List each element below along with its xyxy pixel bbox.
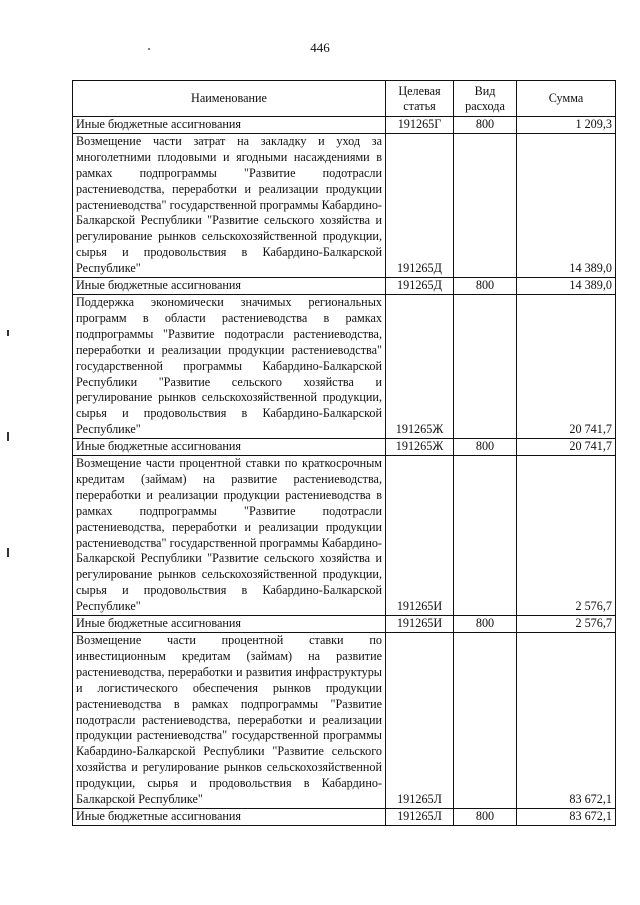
row-sum: 1 209,3 bbox=[517, 117, 616, 134]
row-name: Иные бюджетные ассигнования bbox=[73, 278, 386, 295]
table-header-row bbox=[73, 81, 616, 117]
row-sum: 2 576,7 bbox=[517, 616, 616, 633]
row-sum: 83 672,1 bbox=[517, 808, 616, 825]
row-kind: 800 bbox=[454, 808, 517, 825]
table-row bbox=[73, 616, 616, 633]
table-row bbox=[73, 456, 616, 616]
row-kind bbox=[454, 456, 517, 616]
row-kind: 800 bbox=[454, 278, 517, 295]
row-sum: 14 389,0 bbox=[517, 133, 616, 277]
row-kind bbox=[454, 294, 517, 438]
header-kind: Вид расхода bbox=[454, 81, 517, 117]
scan-margin-mark bbox=[7, 548, 9, 557]
table-row bbox=[73, 808, 616, 825]
row-article: 191265Г bbox=[386, 117, 454, 134]
table-row bbox=[73, 278, 616, 295]
budget-table bbox=[72, 80, 616, 826]
row-sum: 14 389,0 bbox=[517, 278, 616, 295]
header-sum: Сумма bbox=[517, 81, 616, 117]
row-kind: 800 bbox=[454, 616, 517, 633]
row-kind: 800 bbox=[454, 117, 517, 134]
row-name: Иные бюджетные ассигнования bbox=[73, 616, 386, 633]
row-name: Иные бюджетные ассигнования bbox=[73, 808, 386, 825]
row-name: Иные бюджетные ассигнования bbox=[73, 117, 386, 134]
row-article: 191265Д bbox=[386, 133, 454, 277]
table-row bbox=[73, 633, 616, 809]
row-article: 191265И bbox=[386, 456, 454, 616]
row-article: 191265Л bbox=[386, 808, 454, 825]
table-row bbox=[73, 117, 616, 134]
row-article: 191265И bbox=[386, 616, 454, 633]
page-number: 446 bbox=[310, 40, 330, 55]
row-name: Иные бюджетные ассигнования bbox=[73, 439, 386, 456]
row-kind bbox=[454, 133, 517, 277]
row-sum: 2 576,7 bbox=[517, 456, 616, 616]
row-article: 191265Ж bbox=[386, 294, 454, 438]
row-article: 191265Ж bbox=[386, 439, 454, 456]
row-name: Поддержка экономически значимых региональных программ в области растениеводства в рамках подпрограммы "Развитие подотрасли растениеводства, переработки и реализации продукции растениеводства" государственной программы Кабардино-Балкарской Республики "Развитие сельского хозяйства и регулирование рынков сельскохозяйственной продукции, сырья и продовольствия в Кабардино-Балкарской Республике" bbox=[73, 294, 386, 438]
table-row bbox=[73, 133, 616, 277]
scan-margin-mark bbox=[7, 432, 9, 441]
row-kind: 800 bbox=[454, 439, 517, 456]
row-sum: 20 741,7 bbox=[517, 294, 616, 438]
row-sum: 20 741,7 bbox=[517, 439, 616, 456]
header-name: Наименование bbox=[73, 81, 386, 117]
table-row bbox=[73, 294, 616, 438]
row-sum: 83 672,1 bbox=[517, 633, 616, 809]
table-row bbox=[73, 439, 616, 456]
row-name: Возмещение части процентной ставки по краткосрочным кредитам (займам) на развитие растениеводства, переработки и реализации продукции растениеводства в рамках подпрограммы "Развитие подотрасли растениеводства, переработки и реализации продукции растениеводства" государственной программы Кабардино-Балкарской Республики "Развитие сельского хозяйства и регулирование рынков сельскохозяйственной продукции, сырья и продовольствия в Кабардино-Балкарской Республике" bbox=[73, 456, 386, 616]
row-article: 191265Л bbox=[386, 633, 454, 809]
scan-margin-mark bbox=[7, 330, 9, 336]
row-kind bbox=[454, 633, 517, 809]
header-article: Целевая статья bbox=[386, 81, 454, 117]
row-name: Возмещение части затрат на закладку и уход за многолетними плодовыми и ягодными насаждениями в рамках подпрограммы "Развитие подотрасли растениеводства, переработки и реализации продукции растениеводства" государственной программы Кабардино-Балкарской Республики "Развитие сельского хозяйства и регулирование рынков сельскохозяйственной продукции, сырья и продовольствия в Кабардино-Балкарской Республике" bbox=[73, 133, 386, 277]
row-name: Возмещение части процентной ставки по инвестиционным кредитам (займам) на развитие растениеводства, переработки и развития инфраструктуры и логистического обеспечения рынков продукции растениеводства в рамках подпрограммы "Развитие подотрасли растениеводства, переработки и реализации продукции растениеводства" государственной программы Кабардино-Балкарской Республики "Развитие сельского хозяйства и регулирование рынков сельскохозяйственной продукции, сырья и продовольствия в Кабардино-Балкарской Республике" bbox=[73, 633, 386, 809]
row-article: 191265Д bbox=[386, 278, 454, 295]
scan-speck bbox=[148, 48, 150, 50]
